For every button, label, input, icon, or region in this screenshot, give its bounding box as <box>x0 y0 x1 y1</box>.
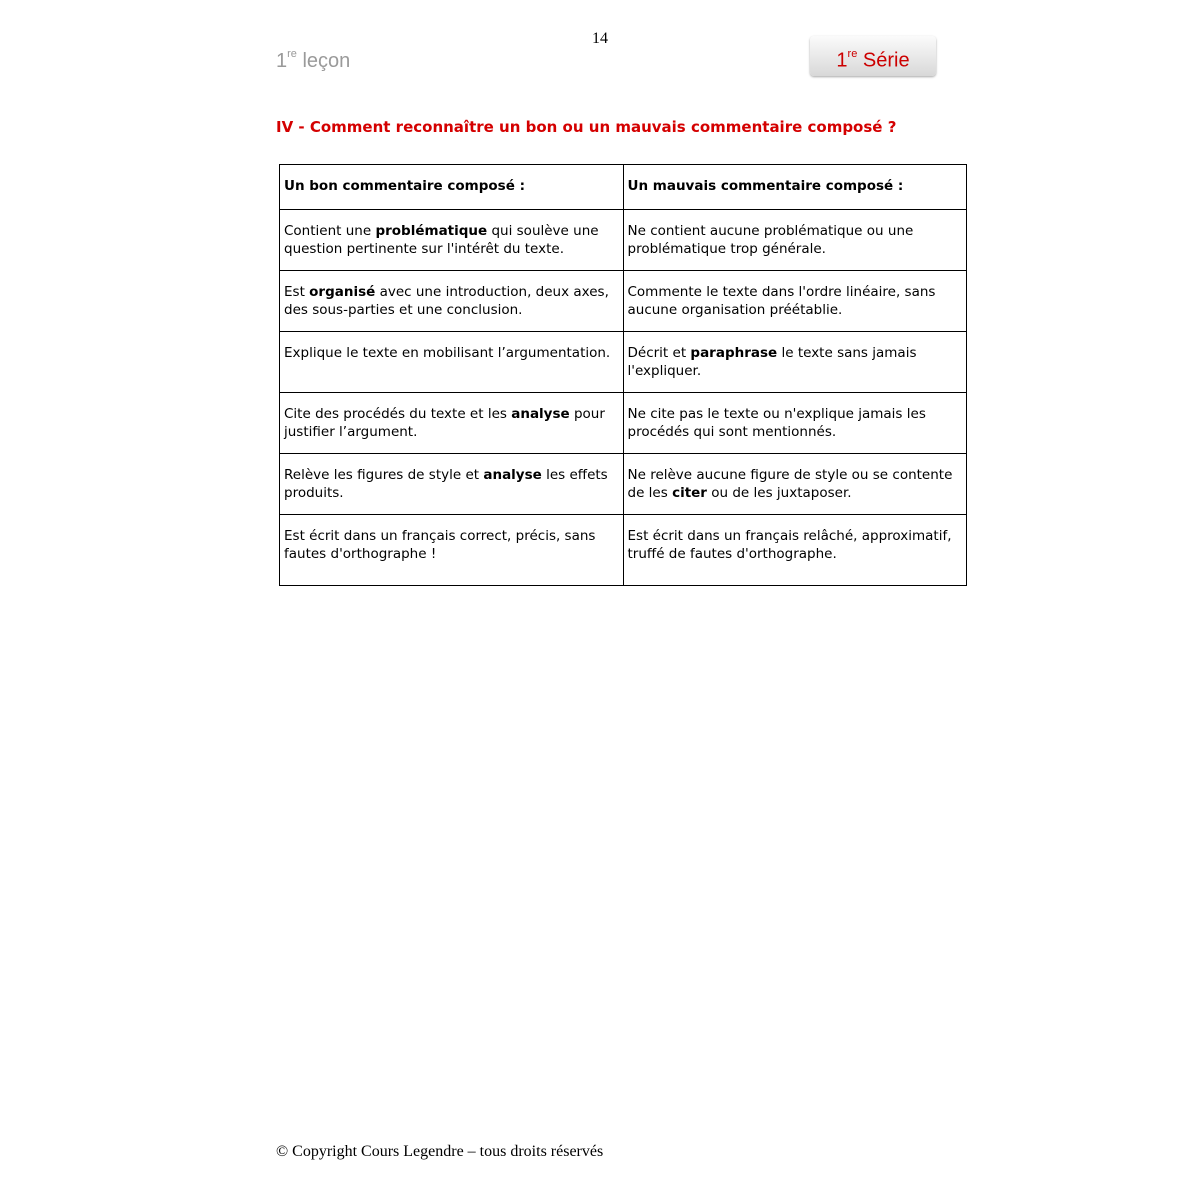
cell-text: Cite des procédés du texte et les <box>284 406 512 422</box>
cell-bad <box>623 332 967 393</box>
cell-bad <box>623 210 967 271</box>
table-row <box>280 271 967 332</box>
bold-keyword: organisé <box>309 284 376 300</box>
section-heading: IV - Comment reconnaître un bon ou un mauvais commentaire composé ? <box>276 118 897 136</box>
cell-bad <box>623 271 967 332</box>
bold-keyword: problématique <box>375 223 488 239</box>
cell-text: ou de les juxtaposer. <box>706 485 852 501</box>
bold-keyword: paraphrase <box>690 345 778 361</box>
bold-keyword: analyse <box>483 467 542 483</box>
cell-text: avec une introduction, deux axes, des sous-parties et une conclusion. <box>284 284 609 318</box>
bold-keyword: analyse <box>511 406 570 422</box>
cell-good <box>280 332 624 393</box>
cell-good <box>280 515 624 586</box>
cell-good <box>280 393 624 454</box>
bold-keyword: citer <box>672 485 707 501</box>
series-word: Série <box>857 49 910 72</box>
table-row <box>280 393 967 454</box>
cell-text: le texte sans jamais l'expliquer. <box>627 345 917 379</box>
series-tab <box>810 36 936 76</box>
comparison-table <box>279 164 967 586</box>
lesson-superscript: re <box>287 48 297 61</box>
cell-text: Est <box>284 284 310 300</box>
copyright-footer: © Copyright Cours Legendre – tous droits réservés <box>276 1143 604 1160</box>
cell-text: pour justifier l’argument. <box>284 406 605 440</box>
cell-text: Est écrit dans un français correct, précis, sans fautes d'orthographe ! <box>284 528 596 562</box>
cell-text: Contient une <box>284 223 376 239</box>
cell-text: Relève les figures de style et <box>284 467 484 483</box>
table-row <box>280 210 967 271</box>
cell-text: Commente le texte dans l'ordre linéaire, sans aucune organisation préétablie. <box>627 284 936 318</box>
header-good: Un bon commentaire composé : <box>280 165 624 210</box>
cell-text: les effets produits. <box>284 467 608 501</box>
series-number: 1 <box>836 49 848 72</box>
page-number: 14 <box>592 30 608 47</box>
header-bad: Un mauvais commentaire composé : <box>623 165 967 210</box>
cell-text: Est écrit dans un français relâché, approximatif, truffé de fautes d'orthographe. <box>627 528 952 562</box>
cell-bad <box>623 454 967 515</box>
cell-text: Explique le texte en mobilisant l’argumentation. <box>284 345 611 361</box>
table-row <box>280 454 967 515</box>
cell-text: Décrit et <box>627 345 691 361</box>
table-row <box>280 515 967 586</box>
table-header-row <box>280 165 967 210</box>
cell-text: Ne relève aucune figure de style ou se contente de les <box>627 467 953 501</box>
cell-good <box>280 271 624 332</box>
cell-bad <box>623 393 967 454</box>
lesson-word: leçon <box>296 50 351 72</box>
cell-good <box>280 454 624 515</box>
table-row <box>280 332 967 393</box>
cell-text: qui soulève une question pertinente sur l'intérêt du texte. <box>284 223 599 257</box>
lesson-label <box>276 50 350 73</box>
cell-text: Ne cite pas le texte ou n'explique jamais les procédés qui sont mentionnés. <box>627 406 926 440</box>
cell-bad <box>623 515 967 586</box>
cell-good <box>280 210 624 271</box>
cell-text: Ne contient aucune problématique ou une problématique trop générale. <box>627 223 914 257</box>
lesson-number: 1 <box>276 50 288 72</box>
series-superscript: re <box>847 48 858 60</box>
